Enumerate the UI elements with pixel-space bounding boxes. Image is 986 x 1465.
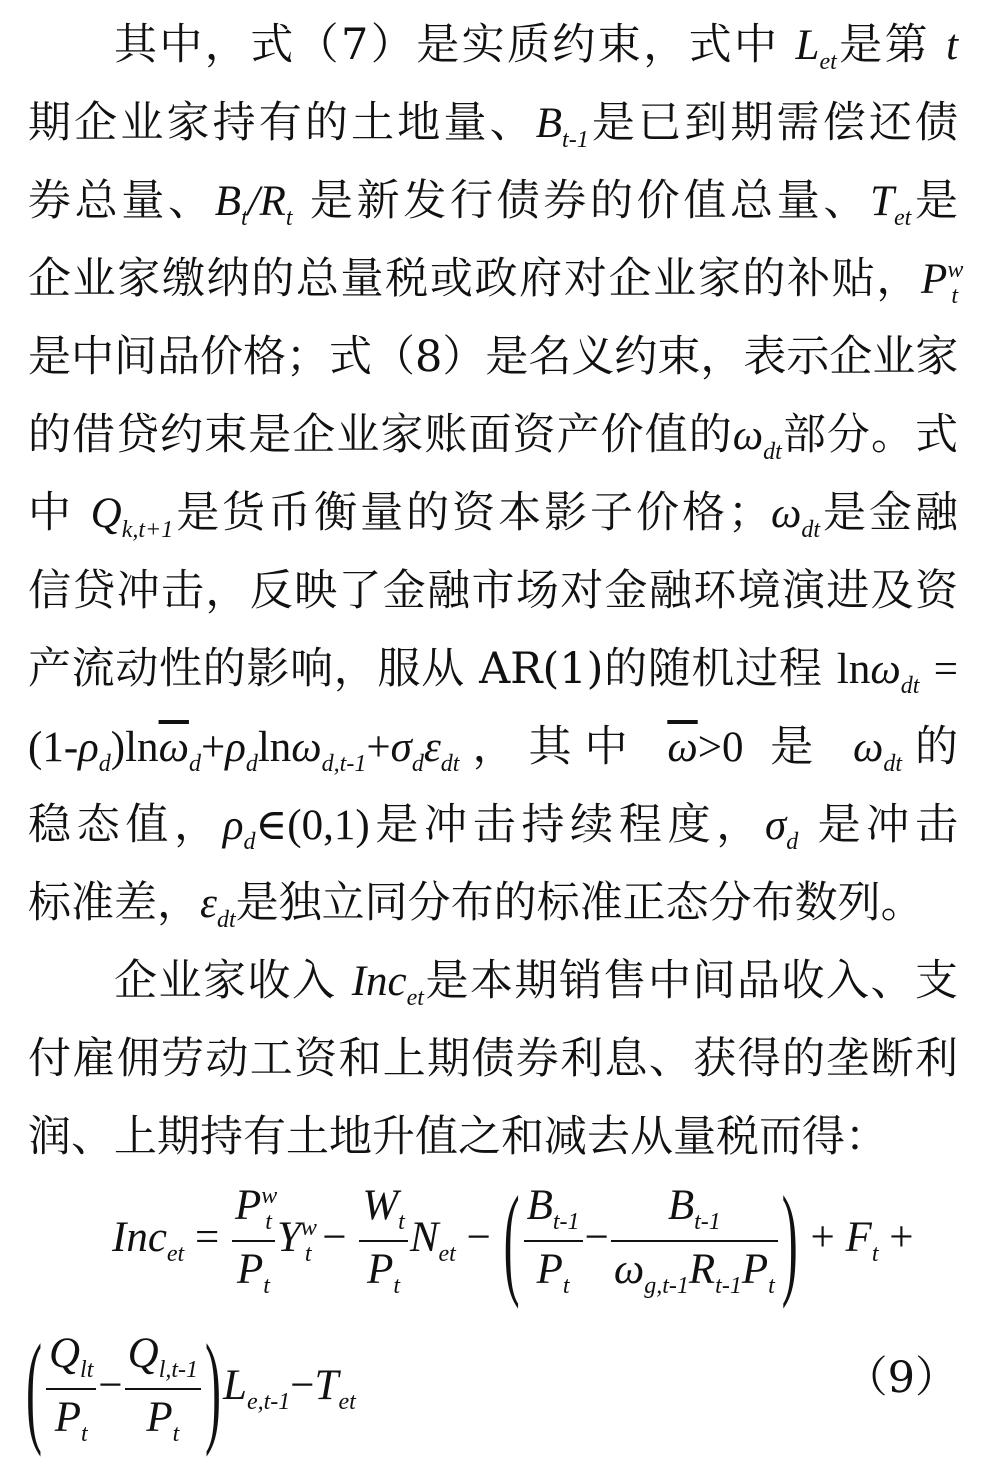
text-line: 付雇佣劳动工资和上期债券利息、获得的垄断利 [28, 1034, 958, 1084]
text-line: 产流动性的影响，服从 AR(1)的随机过程 lnω$_{dt}$ = [28, 644, 959, 699]
text-line: 中 $Q_{k,t+1}$是货币衡量的资本影子价格；$\omega_{dt}$是金融 [28, 488, 959, 543]
text-line: 其中，式（7）是实质约束，式中 $L_{et}$是第 t [114, 20, 959, 75]
text-line: 润、上期持有土地升值之和减去从量税而得： [28, 1112, 888, 1162]
equation-line-1: Inc$_{et}$ = $\frac{P^w_t}{P_t}$ $Y^w_t$ − $\frac{W_t}{P_t}$ $N_{et}$ − ( $\frac{B_{t-1}}{P_t}$ − $\frac{B_{t-1}}{\omega_{g,t-1}R_{t-1}P_t}$ ) + $F_t$ + [112, 1172, 914, 1310]
text-line: 的借贷约束是企业家账面资产价值的$\omega_{dt}$部分。式 [28, 410, 959, 465]
text-line: 企业家收入 Inc$_{et}$是本期销售中间品收入、支 [114, 956, 959, 1011]
text-line: 信贷冲击，反映了金融市场对金融环境演进及资 [28, 566, 958, 616]
text-line: 企业家缴纳的总量税或政府对企业家的补贴，$P^w_t$ [28, 254, 964, 309]
equation-number: （9） [844, 1353, 958, 1403]
text-line: 是中间品价格；式（8）是名义约束，表示企业家 [28, 332, 959, 382]
equation-line-2: ( $\frac{Q_{lt}}{P_t}$ − $\frac{Q_{l,t-1}}{P_t}$ )$L_{e,t-1}-T_{et}$ [26, 1320, 356, 1458]
text-line: $(1-\rho_d)\ln\overline{\omega}_d+\rho_d\ln\omega_{d,t-1}+\sigma_d\varepsilon_{dt}$，其中 $\overline{\omega}>0$ 是 $\omega_{dt}$的 [28, 722, 959, 777]
text-line: 券总量、$B_t/R_t$ 是新发行债券的价值总量、$T_{et}$是 [28, 176, 959, 231]
text-line: 标准差，$\varepsilon_{dt}$是独立同分布的标准正态分布数列。 [28, 878, 924, 933]
text-line: 期企业家持有的土地量、$B_{t-1}$是已到期需偿还债 [28, 98, 959, 153]
text-line: 稳态值，$\rho_d\in(0,1)$是冲击持续程度，$\sigma_d$ 是冲击 [28, 800, 958, 855]
